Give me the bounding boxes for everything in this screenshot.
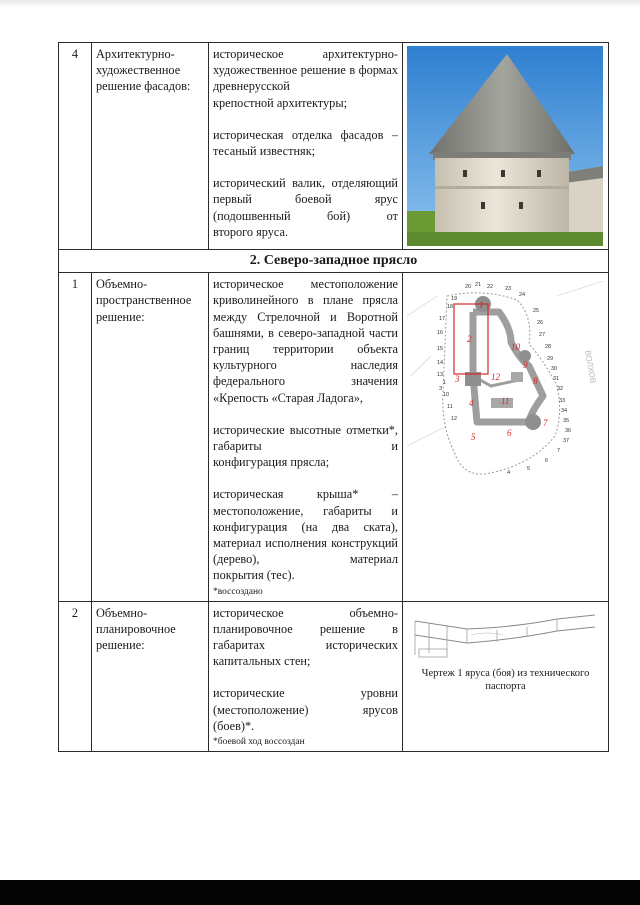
plan-tick-label: 28 (545, 344, 552, 351)
plan-number-label: 5 (471, 432, 476, 443)
plan-tick-label: 20 (465, 284, 472, 291)
plan-number-label: 10 (511, 342, 520, 353)
plan-tick-label: 14 (437, 360, 444, 367)
drawing-cell (403, 601, 609, 751)
plan-tick-label: 23 (505, 286, 512, 293)
drawing-caption: Чертеж 1 яруса (боя) из технического паспорта (421, 667, 590, 692)
table-row (59, 273, 609, 601)
plan-number-label: 3 (455, 374, 460, 385)
plan-number-label: 9 (523, 360, 528, 371)
section-title: 2. Северо-западное прясло (59, 250, 609, 273)
plan-tick-label: 3 (439, 386, 443, 393)
footnote: *боевой ход воссоздан (213, 737, 305, 748)
plan-tick-label: 22 (487, 284, 494, 291)
plan-tick-label: 12 (451, 416, 458, 423)
plan-number-label: 6 (507, 428, 512, 439)
plan-tick-label: 36 (565, 428, 572, 435)
row-description: историческое архитектурно-художественное решение в формах древнерусской крепостной архитектуры; историческая отделка фасадов – тесаный известняк; исторический валик, отделяющий первый боевой ярус (подошвенный бой) от второго яруса. (209, 43, 403, 250)
plan-tick-label: 33 (559, 398, 566, 405)
plan-number-label: 12 (491, 372, 500, 383)
fortress-plan (407, 276, 603, 498)
row-title: Объемно-пространственное решение: (92, 273, 209, 601)
plan-tick-label: 32 (557, 386, 564, 393)
plan-tick-label: 5 (527, 466, 531, 473)
row-description: историческое объемно-планировочное решение в габаритах исторических капитальных стен; исторические уровни (местоположение) ярусов (боев)*. *боевой ход воссоздан (209, 601, 403, 751)
plan-tick-label: 1 (443, 380, 447, 387)
page-top-edge (0, 0, 640, 8)
plan-tick-label: 27 (539, 332, 546, 339)
plan-number-label: 8 (533, 376, 538, 387)
plan-tick-label: 7 (557, 448, 561, 455)
plan-tick-label: 29 (547, 356, 554, 363)
plan-tick-label: 10 (443, 392, 450, 399)
plan-tick-label: 4 (507, 470, 511, 477)
plan-tick-label: 19 (451, 296, 458, 303)
plan-number-label: 2 (467, 334, 472, 345)
plan-tick-label: 34 (561, 408, 568, 415)
tower-photo (407, 46, 603, 246)
plan-number-label: 11 (501, 396, 510, 407)
table-row (59, 601, 609, 751)
plan-tick-label: 21 (475, 282, 482, 289)
svg-text:ВОЛХОВ: ВОЛХОВ (583, 349, 598, 385)
plan-tick-label: 31 (553, 376, 560, 383)
heritage-table (58, 42, 609, 752)
plan-tick-label: 11 (447, 404, 453, 411)
fortress-plan-cell (403, 273, 609, 601)
table-row (59, 250, 609, 273)
plan-tick-label: 13 (437, 372, 444, 379)
plan-tick-label: 30 (551, 366, 558, 373)
row-number: 1 (59, 273, 92, 601)
plan-tick-label: 17 (439, 316, 446, 323)
row-description: историческое местоположение криволинейного в плане прясла между Стрелочной и Воротной башнями, в северо-западной части границ территории объекта культурного наследия федерального значения «Крепость «Старая Ладога», исторические высотные отметки*, габариты и конфигурация прясла; историческая крыша* – местоположение, габариты и конфигурация (на два ската), материал исполнения конструкций (дерево), материал покрытия (тес). *воссоздано (209, 273, 403, 601)
scan-border (0, 880, 640, 905)
plan-tick-label: 18 (447, 304, 454, 311)
plan-number-label: 1 (479, 300, 484, 311)
plan-tick-label: 16 (437, 330, 444, 337)
tier-drawing (407, 605, 603, 663)
plan-number-label: 4 (469, 398, 474, 409)
plan-tick-label: 37 (563, 438, 570, 445)
row-number: 4 (59, 43, 92, 250)
table-row (59, 43, 609, 250)
plan-tick-label: 35 (563, 418, 570, 425)
plan-tick-label: 6 (545, 458, 549, 465)
plan-tick-label: 25 (533, 308, 540, 315)
plan-tick-label: 26 (537, 320, 544, 327)
row-title: Объемно-планировочное решение: (92, 601, 209, 751)
footnote: *воссоздано (213, 586, 263, 597)
plan-number-label: 7 (543, 418, 548, 429)
plan-tick-label: 24 (519, 292, 526, 299)
plan-tick-label: 15 (437, 346, 444, 353)
row-title: Архитектурно-художественное решение фасадов: (92, 43, 209, 250)
tower-photo-cell (403, 43, 609, 250)
row-number: 2 (59, 601, 92, 751)
